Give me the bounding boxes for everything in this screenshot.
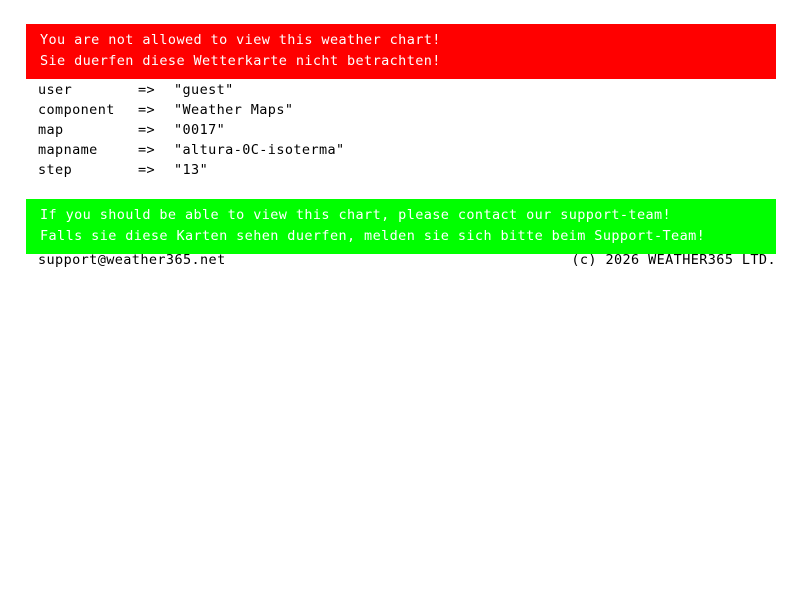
parameter-arrow: => (138, 102, 156, 118)
parameter-value: "13" (174, 162, 209, 178)
parameter-value: "guest" (174, 82, 234, 98)
parameter-value: "0017" (174, 122, 226, 138)
access-denied-message-de: Sie duerfen diese Wetterkarte nicht betrachten! (40, 53, 441, 69)
parameter-arrow: => (138, 162, 156, 178)
parameter-arrow: => (138, 122, 156, 138)
support-message-en: If you should be able to view this chart, please contact our support-team! (40, 207, 672, 223)
parameter-value: "altura-0C-isoterma" (174, 142, 345, 158)
parameter-key: step (38, 162, 73, 178)
parameter-key: mapname (38, 142, 98, 158)
parameter-row-step (38, 160, 738, 180)
parameter-arrow: => (138, 142, 156, 158)
parameter-key: map (38, 122, 64, 138)
support-message-de: Falls sie diese Karten sehen duerfen, melden sie sich bitte beim Support-Team! (40, 228, 706, 244)
parameter-key: component (38, 102, 115, 118)
parameter-row-mapname (38, 140, 738, 160)
copyright-notice: (c) 2026 WEATHER365 LTD. (571, 252, 776, 268)
page-footer (38, 250, 776, 270)
parameter-list (38, 80, 738, 180)
parameter-arrow: => (138, 82, 156, 98)
parameter-key: user (38, 82, 73, 98)
parameter-row-component (38, 100, 738, 120)
parameter-row-map (38, 120, 738, 140)
support-banner (26, 199, 776, 254)
parameter-row-user (38, 80, 738, 100)
access-denied-banner (26, 24, 776, 79)
access-denied-message-en: You are not allowed to view this weather chart! (40, 32, 441, 48)
support-email-link[interactable]: support@weather365.net (38, 252, 226, 268)
parameter-value: "Weather Maps" (174, 102, 294, 118)
